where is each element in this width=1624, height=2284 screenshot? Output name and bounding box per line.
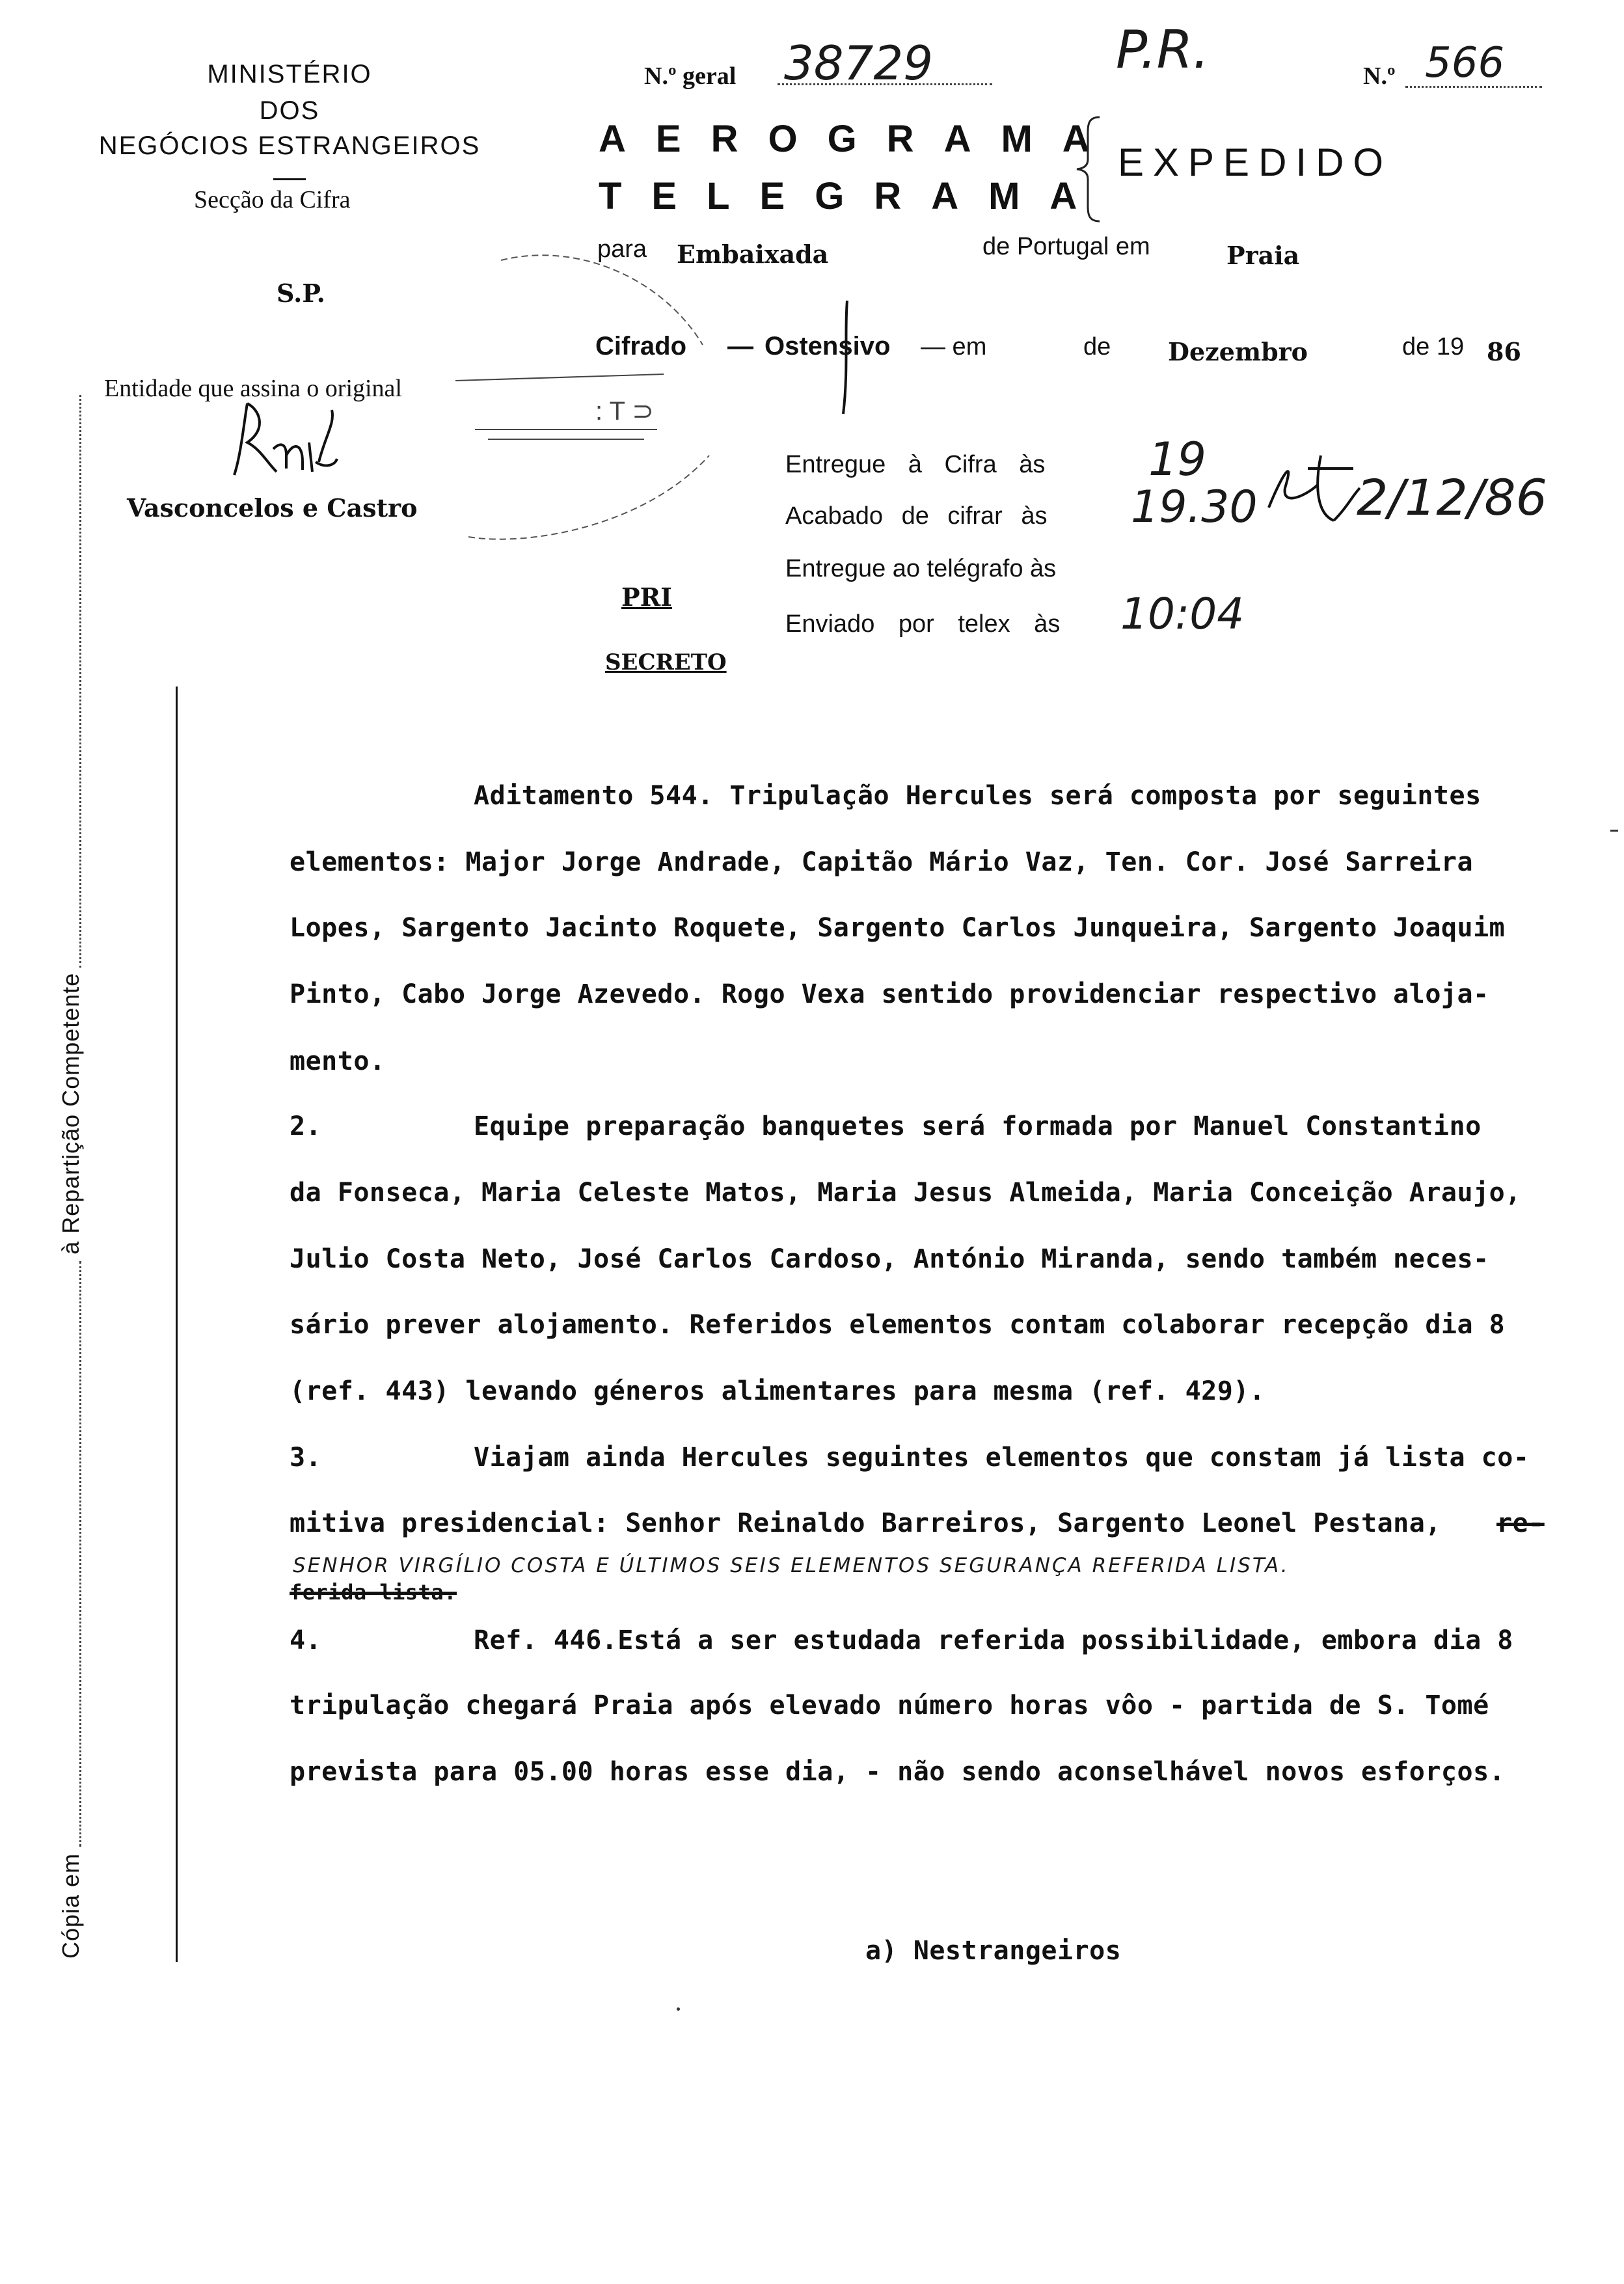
copia-dotline xyxy=(64,1261,81,1847)
sp-marker: S.P. xyxy=(277,279,325,308)
ministry-name-line3: NEGÓCIOS ESTRANGEIROS xyxy=(98,131,481,160)
entregue-telegrafo-label: Entregue ao telégrafo às xyxy=(785,555,1057,582)
paragraph-number-3: 3. xyxy=(290,1443,322,1473)
pr-handwritten-mark: P.R. xyxy=(1116,20,1210,80)
entregue-cifra-label: Entregue à Cifra às xyxy=(785,451,1046,478)
para-label: para xyxy=(597,236,647,263)
month-value: Dezembro xyxy=(1168,337,1308,366)
ministry-name-line2: DOS xyxy=(259,96,320,125)
ministry-divider xyxy=(273,178,306,180)
copia-label: Cópia em xyxy=(57,1853,84,1959)
numero-geral-label: N.º geral xyxy=(644,62,737,90)
em-label: — em xyxy=(921,333,987,360)
destination-value: Praia xyxy=(1226,241,1300,270)
body-line-8: Julio Costa Neto, José Carlos Cardoso, António Miranda, sendo também neces- xyxy=(290,1244,1489,1274)
title-brace xyxy=(1074,114,1106,224)
body-line-4: Pinto, Cabo Jorge Azevedo. Rogo Vexa sentido providenciar respectivo aloja- xyxy=(290,979,1489,1009)
entregue-cifra-value: 19 xyxy=(1148,433,1207,486)
de-portugal-label: de Portugal em xyxy=(982,233,1150,260)
paragraph-number-2: 2. xyxy=(290,1111,322,1141)
dash-separator: — xyxy=(727,332,753,360)
body-line-11: Viajam ainda Hercules seguintes elementos que constam já lista co- xyxy=(474,1443,1530,1473)
body-line-7: da Fonseca, Maria Celeste Matos, Maria Jesus Almeida, Maria Conceição Araujo, xyxy=(290,1178,1521,1208)
body-line-2: elementos: Major Jorge Andrade, Capitão Mário Vaz, Ten. Cor. José Sarreira xyxy=(290,847,1474,877)
year-label: de 19 xyxy=(1402,333,1465,360)
cifrado-label: Cifrado xyxy=(595,332,686,360)
title-aerograma: AEROGRAMA xyxy=(599,118,1120,160)
signer-initials-signature xyxy=(221,397,338,488)
svg-text:: T ⊃: : T ⊃ xyxy=(595,397,654,426)
paragraph-number-4: 4. xyxy=(290,1625,322,1655)
body-line-13: Ref. 446.Está a ser estudada referida possibilidade, embora dia 8 xyxy=(474,1625,1513,1655)
priority-label: PRI xyxy=(621,582,672,612)
date-note: 2/12/86 xyxy=(1357,469,1547,526)
stamp-outline xyxy=(449,241,722,553)
stray-dot xyxy=(677,2007,680,2011)
clerk-initials-signature xyxy=(1256,449,1366,534)
body-line-10: (ref. 443) levando géneros alimentares para mesma (ref. 429). xyxy=(290,1376,1265,1406)
acabado-label: Acabado de cifrar às xyxy=(785,502,1048,530)
edge-mark xyxy=(1610,830,1618,832)
signer-name: Vasconcelos e Castro xyxy=(127,493,418,523)
acabado-value: 19.30 xyxy=(1131,482,1258,533)
body-line-14: tripulação chegará Praia após elevado número horas vôo - partida de S. Tomé xyxy=(290,1691,1489,1720)
closing-signature: a) Nestrangeiros xyxy=(865,1936,1122,1966)
body-line-1: Aditamento 544. Tripulação Hercules será composta por seguintes xyxy=(474,781,1482,811)
body-line-5: mento. xyxy=(290,1046,386,1076)
body-line-9: sário prever alojamento. Referidos elementos contam colaborar recepção dia 8 xyxy=(290,1310,1506,1340)
struck-text-end: re- xyxy=(1496,1508,1545,1538)
enviado-label: Enviado por telex às xyxy=(785,610,1061,638)
numero-geral-value: 38729 xyxy=(784,36,934,90)
struck-text-line: ferida lista. xyxy=(290,1580,457,1605)
ostensivo-strike-mark xyxy=(839,299,852,416)
copia-margin-note xyxy=(57,390,85,1959)
ministry-name-line1: MINISTÉRIO xyxy=(207,60,372,88)
body-line-15: prevista para 05.00 horas esse dia, - não sendo aconselhável novos esforços. xyxy=(290,1757,1506,1787)
classification-label: SECRETO xyxy=(605,649,727,675)
numero-label: N.º xyxy=(1363,62,1396,90)
ostensivo-label: Ostensivo xyxy=(765,332,891,360)
de-label: de xyxy=(1083,333,1111,360)
body-line-12: mitiva presidencial: Senhor Reinaldo Barreiros, Sargento Leonel Pestana, xyxy=(290,1508,1441,1538)
reparticao-dotline xyxy=(64,395,81,968)
body-line-6: Equipe preparação banquetes será formada por Manuel Constantino xyxy=(474,1111,1482,1141)
enviado-value: 10:04 xyxy=(1120,589,1245,639)
handwritten-insertion: SENHOR VIRGÍLIO COSTA E ÚLTIMOS SEIS ELEMENTOS SEGURANÇA REFERIDA LISTA. xyxy=(293,1554,1290,1577)
signer-label: Entidade que assina o original xyxy=(104,375,402,402)
title-telegrama: TELEGRAMA xyxy=(599,175,1107,217)
reparticao-label: à Repartição Competente xyxy=(57,972,84,1255)
margin-vertical-rule xyxy=(176,687,178,1962)
para-value: Embaixada xyxy=(677,239,829,269)
year-value: 86 xyxy=(1487,337,1521,366)
body-line-3: Lopes, Sargento Jacinto Roquete, Sargento Carlos Junqueira, Sargento Joaquim xyxy=(290,913,1506,943)
section-name: Secção da Cifra xyxy=(194,186,351,213)
numero-value: 566 xyxy=(1425,39,1505,87)
expedido-label: EXPEDIDO xyxy=(1118,141,1393,184)
